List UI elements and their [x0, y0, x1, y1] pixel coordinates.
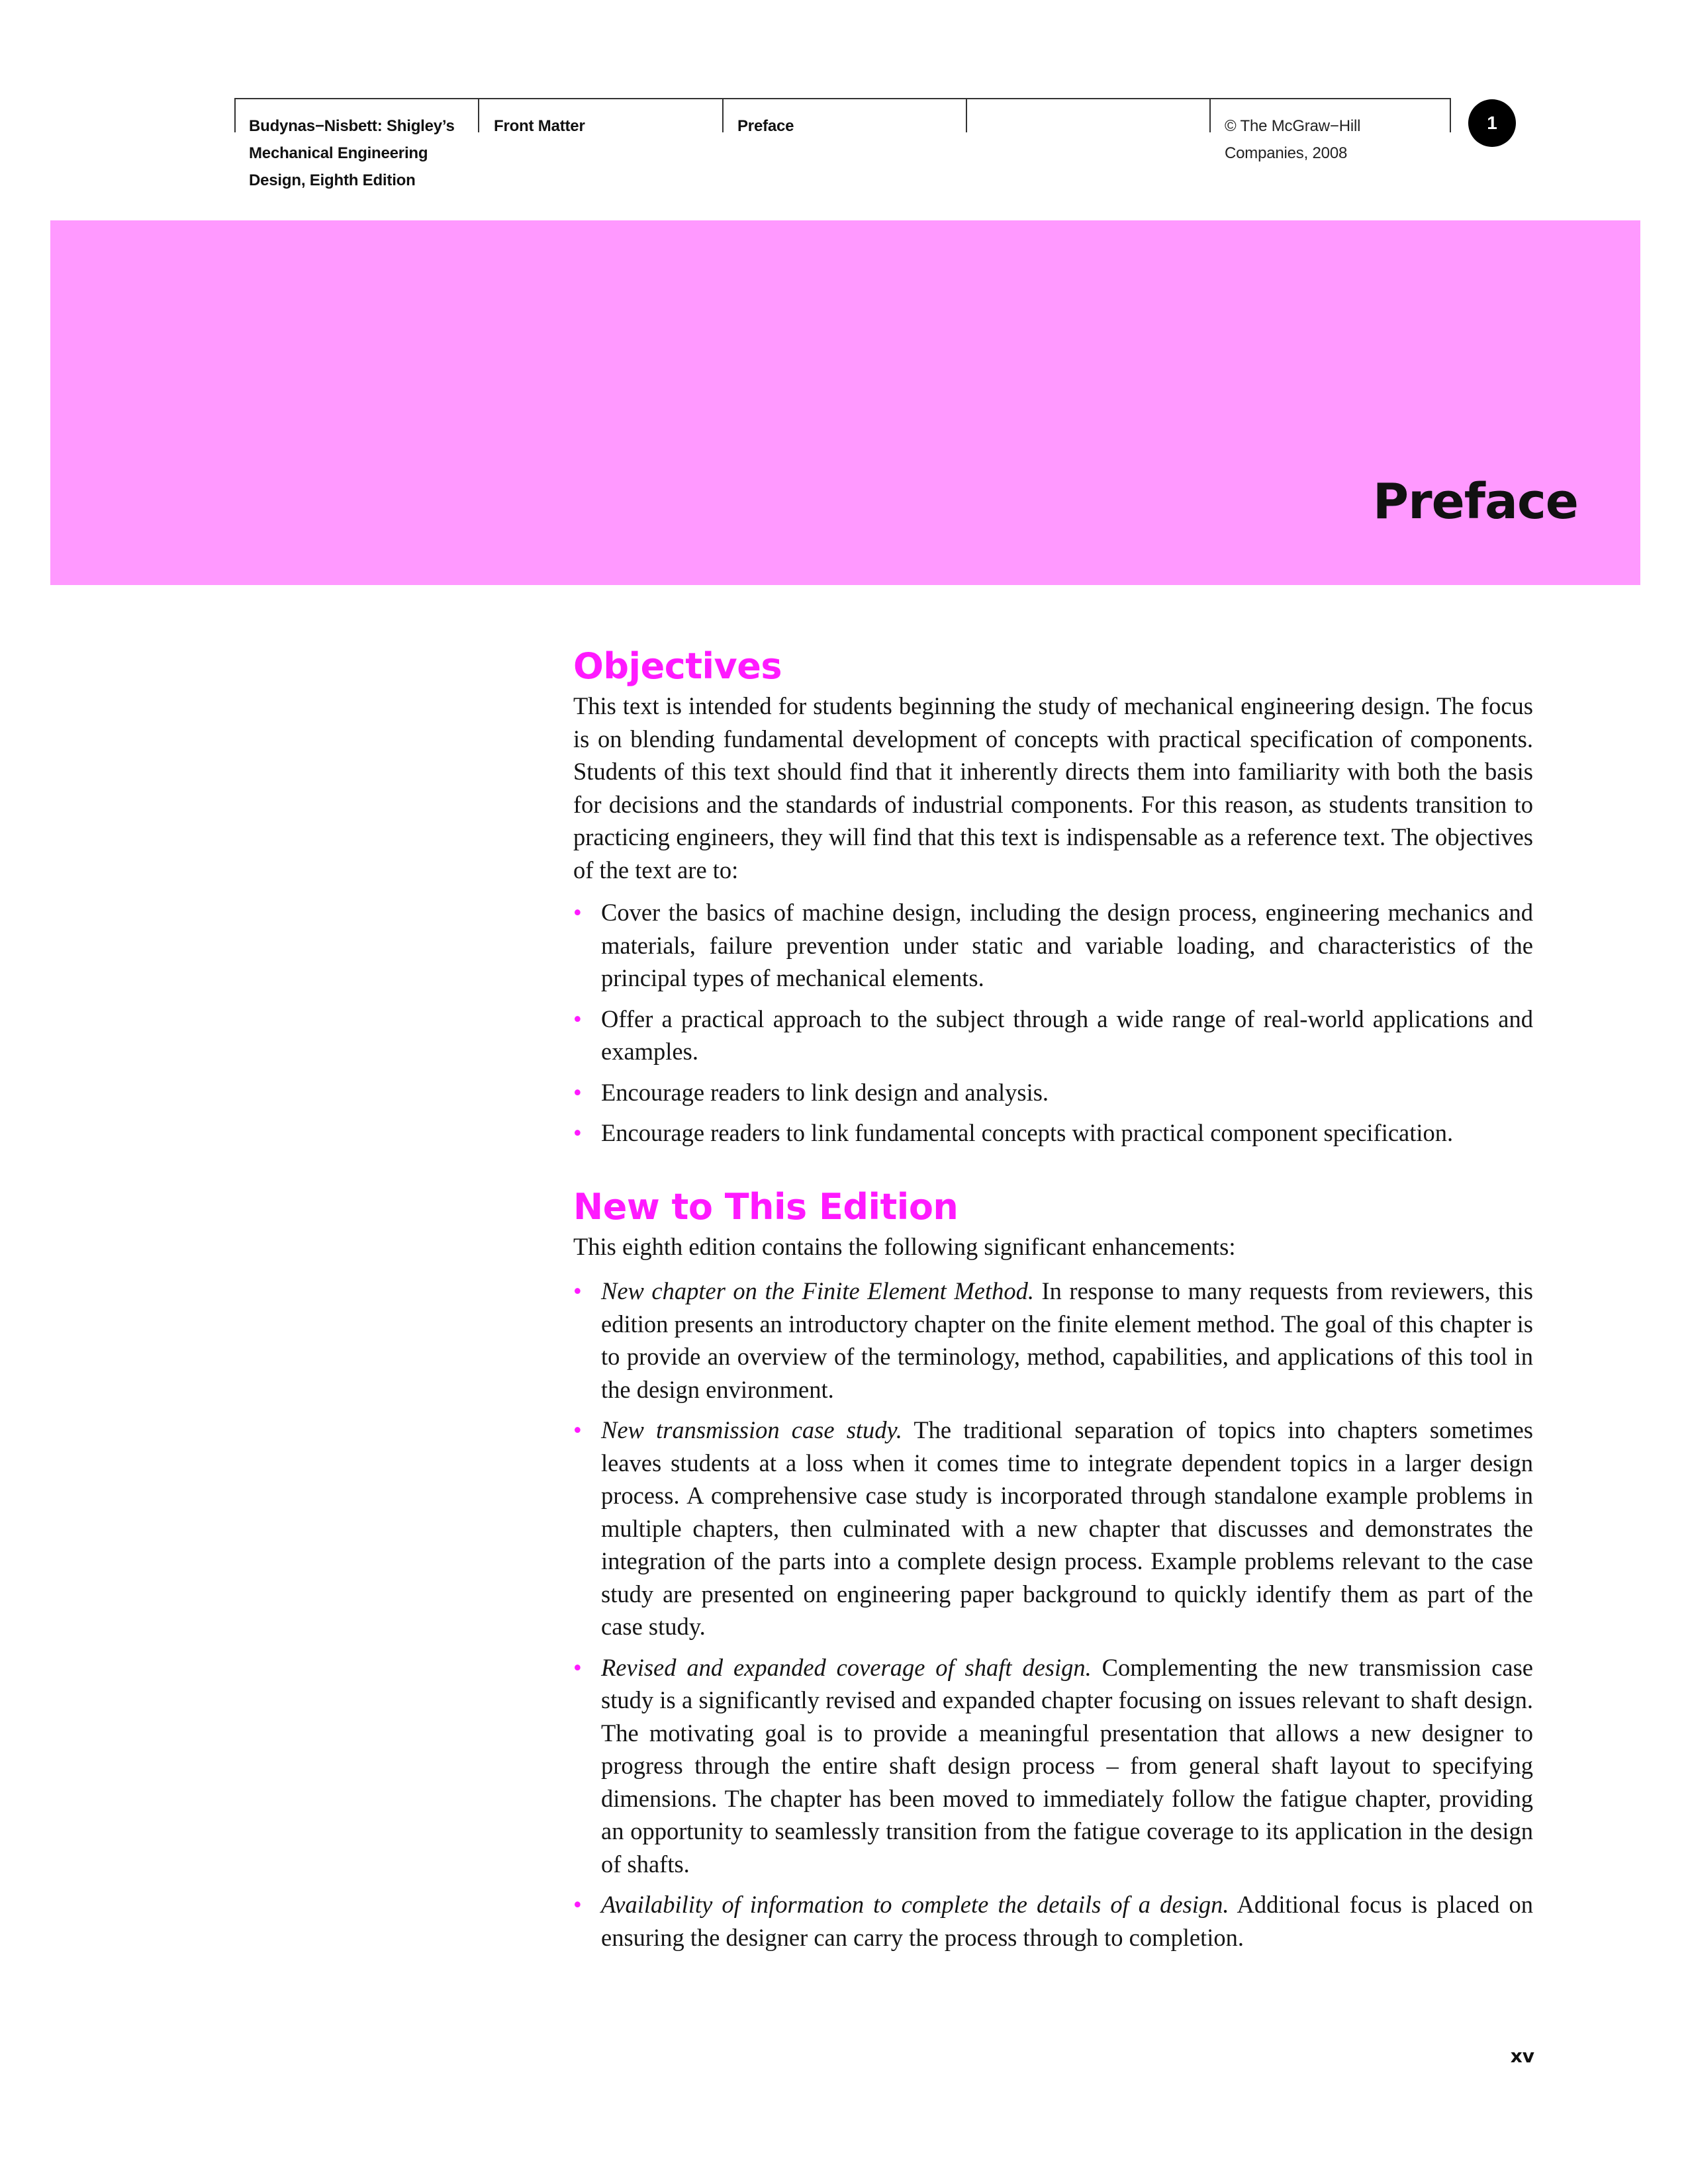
- bullet-icon: •: [573, 1277, 582, 1304]
- bullet-icon: •: [573, 899, 582, 926]
- header-divider: [722, 98, 724, 132]
- bullet-icon: •: [573, 1005, 582, 1032]
- header-book-line: Design, Eighth Edition: [249, 171, 416, 189]
- header-copyright-line: Companies, 2008: [1225, 144, 1348, 162]
- list-item-text: Cover the basics of machine design, including the design process, engineering mechanics and materials, failure prevention under static and variable loading, and characteristics of the principal types of mechanical elements.: [601, 899, 1533, 991]
- header-copyright: [1225, 113, 1360, 167]
- list-item: [573, 1651, 1533, 1881]
- chapter-banner: [50, 220, 1640, 585]
- header-book-title: [249, 113, 455, 194]
- header-divider: [966, 98, 967, 132]
- list-item-text: In response to many requests from reviewers, this edition presents an introductory chapter on the finite element method. The goal of this chapter is to provide an overview of the terminology, method, capabilities, and applications of this tool in the design environment.: [601, 1277, 1534, 1403]
- header-divider: [1450, 98, 1451, 132]
- main-text-column: [573, 645, 1533, 1962]
- header-divider: [1209, 98, 1211, 132]
- list-item-text: The traditional separation of topics into chapters sometimes leaves students at a loss when it comes time to integrate dependent topics in a larger design process. A comprehensive case study is incorporated through standalone example problems in multiple chapters, then culminated with a new chapter that discusses and demonstrates the integration of the parts into a complete design process. Example problems relevant to the case study are presented on engineering paper background to quickly identify them as part of the case study.: [601, 1416, 1533, 1640]
- list-item: [573, 1275, 1533, 1406]
- bullet-icon: •: [573, 1119, 582, 1146]
- header-divider: [234, 98, 236, 132]
- list-item: [573, 1888, 1533, 1954]
- list-item: [573, 1003, 1533, 1068]
- list-item: [573, 896, 1533, 995]
- list-item-lead: Revised and expanded coverage of shaft design.: [601, 1653, 1092, 1681]
- list-item: [573, 1414, 1533, 1643]
- header-copyright-line: © The McGraw−Hill: [1225, 117, 1361, 135]
- list-item-text: Encourage readers to link design and analysis.: [601, 1078, 1049, 1106]
- objectives-intro: This text is intended for students beginning the study of mechanical engineering design. The focus is on blending fundamental development of concepts with practical specification of components. Students of this text should find that it inherently directs them into familiarity with both the basis for decisions and the standards of industrial components. For this reason, as students transition to practicing engineers, they will find that this text is indispensable as a reference text. The objectives of the text are to:: [573, 692, 1533, 884]
- header-part: Front Matter: [494, 117, 585, 135]
- new-edition-heading: New to This Edition: [573, 1185, 959, 1228]
- list-item-text: Complementing the new transmission case study is a significantly revised and expanded chapter focusing on issues relevant to shaft design. The motivating goal is to provide a meaningful presentation that allows a new designer to progress through the entire shaft design process – from general shaft layout to specifying dimensions. The chapter has been moved to immediately follow the fatigue chapter, providing an opportunity to seamlessly transition from the fatigue coverage to its application in the design of shafts.: [601, 1653, 1533, 1878]
- new-edition-intro: This eighth edition contains the following significant enhancements:: [573, 1232, 1236, 1260]
- chapter-title: Preface: [1372, 473, 1578, 530]
- list-item-lead: New transmission case study.: [601, 1416, 902, 1443]
- objectives-heading: Objectives: [573, 645, 782, 687]
- list-item-text: Offer a practical approach to the subject through a wide range of real-world applications and examples.: [601, 1005, 1533, 1065]
- header-book-line: Mechanical Engineering: [249, 144, 428, 162]
- header-divider: [478, 98, 479, 132]
- header-book-line: Budynas−Nisbett: Shigley’s: [249, 117, 455, 135]
- list-item: [573, 1116, 1533, 1150]
- objectives-list: [573, 896, 1533, 1150]
- section-spacer: [573, 1158, 1533, 1185]
- header-chapter: Preface: [737, 117, 794, 135]
- list-item-lead: New chapter on the Finite Element Method.: [601, 1277, 1034, 1304]
- list-item-text: Additional focus is placed on ensuring the designer can carry the process through to completion.: [601, 1891, 1533, 1951]
- header-rule: [234, 98, 1451, 99]
- new-edition-list: [573, 1275, 1533, 1954]
- page-number-badge: 1: [1468, 99, 1516, 147]
- page-folio: xv: [1510, 2045, 1534, 2067]
- bullet-icon: •: [573, 1416, 582, 1443]
- list-item-text: Encourage readers to link fundamental concepts with practical component specification.: [601, 1119, 1454, 1146]
- bullet-icon: •: [573, 1891, 582, 1918]
- list-item: [573, 1076, 1533, 1109]
- running-header: [234, 98, 1451, 229]
- list-item-lead: Availability of information to complete the details of a design.: [601, 1891, 1229, 1918]
- bullet-icon: •: [573, 1078, 582, 1106]
- bullet-icon: •: [573, 1653, 582, 1681]
